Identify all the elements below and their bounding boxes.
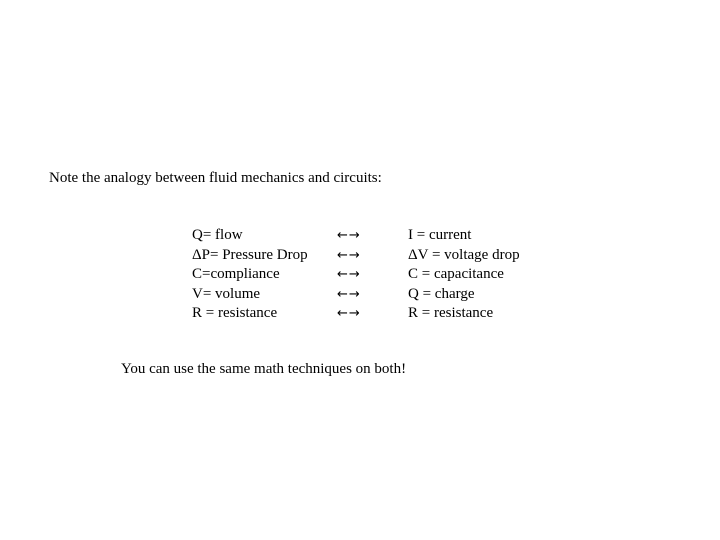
circuit-term-resistance: R = resistance [408, 305, 494, 321]
arrows-column [337, 226, 361, 324]
circuit-term-voltage-drop: ΔV = voltage drop [408, 246, 520, 263]
fluid-term-flow: Q= flow [192, 227, 243, 243]
bidirectional-arrow-icon: ←→ [337, 247, 361, 263]
bidirectional-arrow-icon: ←→ [337, 306, 361, 321]
fluid-term-resistance: R = resistance [192, 305, 278, 321]
intro-text: Note the analogy between fluid mechanics and circuits: [49, 170, 382, 186]
circuit-term-capacitance: C = capacitance [408, 266, 504, 282]
circuit-term-charge: Q = charge [408, 285, 475, 302]
bidirectional-arrow-icon: ←→ [337, 228, 361, 243]
fluid-terms-column [192, 226, 308, 324]
fluid-term-compliance: C=compliance [192, 266, 280, 282]
circuit-term-current: I = current [408, 227, 472, 243]
fluid-term-pressure-drop: ΔP= Pressure Drop [192, 246, 308, 263]
circuit-terms-column [408, 226, 520, 324]
bidirectional-arrow-icon: ←→ [337, 267, 361, 282]
summary-text: You can use the same math techniques on both! [121, 361, 407, 377]
fluid-term-volume: V= volume [192, 285, 261, 302]
bidirectional-arrow-icon: ←→ [337, 286, 361, 302]
